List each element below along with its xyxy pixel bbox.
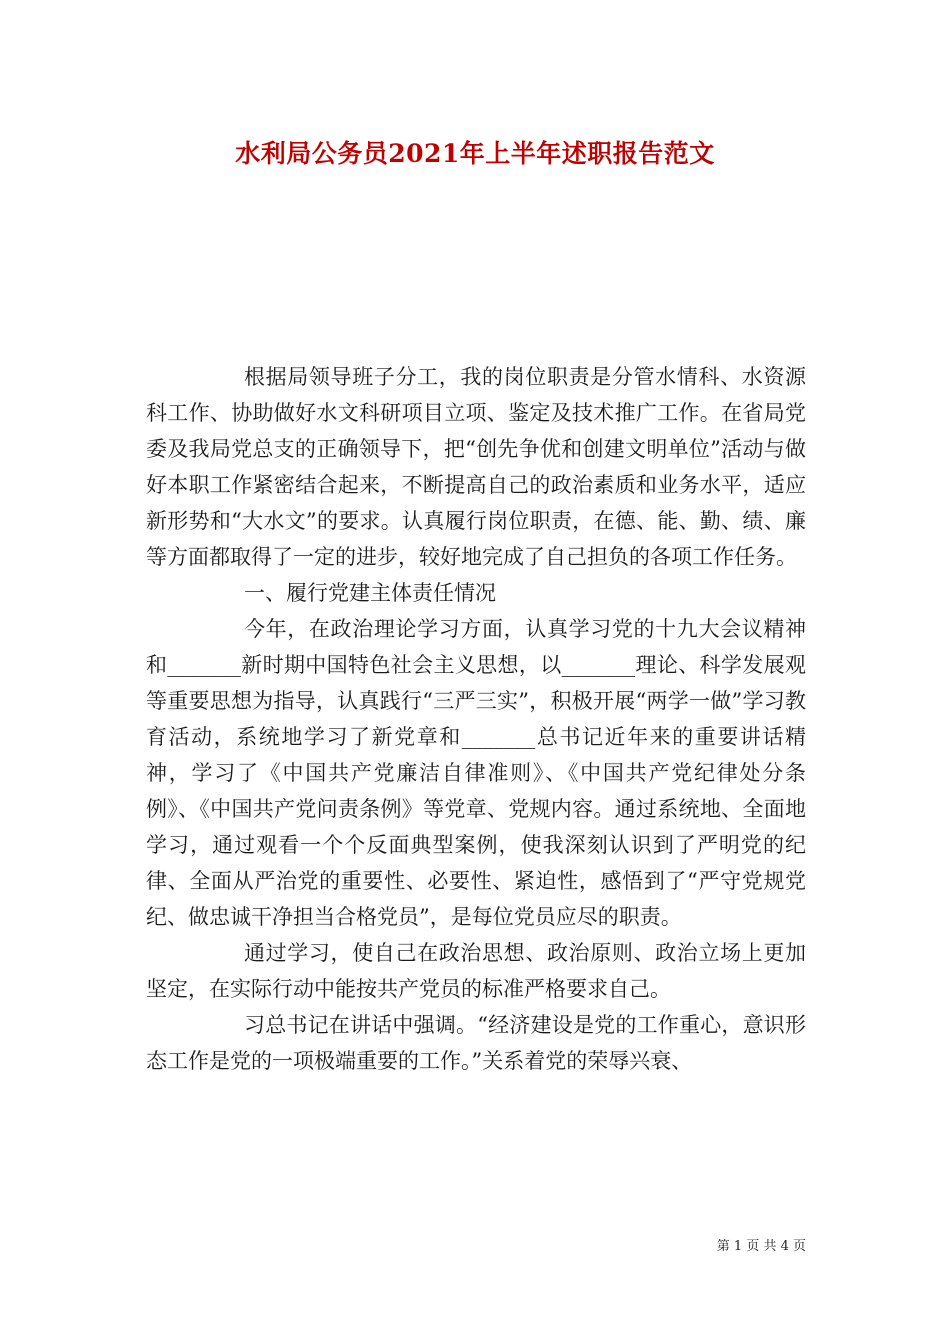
page-number-footer: 第 1 页 共 4 页	[716, 1239, 806, 1254]
paragraph-quote: 习总书记在讲话中强调。“经济建设是党的工作重心，意识形态工作是党的一项极端重要的工作。”关系着党的荣辱兴衰、	[146, 1013, 806, 1073]
document-body	[146, 359, 806, 1079]
paragraph-study: 今年，在政治理论学习方面，认真学习党的十九大会议精神和_______新时期中国特色社会主义思想，以_______理论、科学发展观等重要思想为指导，认真践行“三严三实”，积极开展“两学一做”学习教育活动，系统地学习了新党章和_______总书记近年来的重要讲话精神，学习了《中国共产党廉洁自律准则》、《中国共产党纪律处分条例》、《中国共产党问责条例》等党章、党规内容。通过系统地、全面地学习，通过观看一个个反面典型案例，使我深刻认识到了严明党的纪律、全面从严治党的重要性、必要性、紧迫性，感悟到了“严守党规党纪、做忠诚干净担当合格党员”，是每位党员应尽的职责。	[146, 617, 806, 929]
paragraph-result: 通过学习，使自己在政治思想、政治原则、政治立场上更加坚定，在实际行动中能按共产党员的标准严格要求自己。	[146, 941, 806, 1001]
paragraph-intro: 根据局领导班子分工，我的岗位职责是分管水情科、水资源科工作、协助做好水文科研项目立项、鉴定及技术推广工作。在省局党委及我局党总支的正确领导下，把“创先争优和创建文明单位”活动与做好本职工作紧密结合起来，不断提高自己的政治素质和业务水平，适应新形势和“大水文”的要求。认真履行岗位职责，在德、能、勤、绩、廉等方面都取得了一定的进步，较好地完成了自己担负的各项工作任务。	[146, 365, 806, 569]
section-heading: 一、履行党建主体责任情况	[244, 581, 496, 605]
document-title: 水利局公务员2021年上半年述职报告范文	[235, 139, 715, 168]
